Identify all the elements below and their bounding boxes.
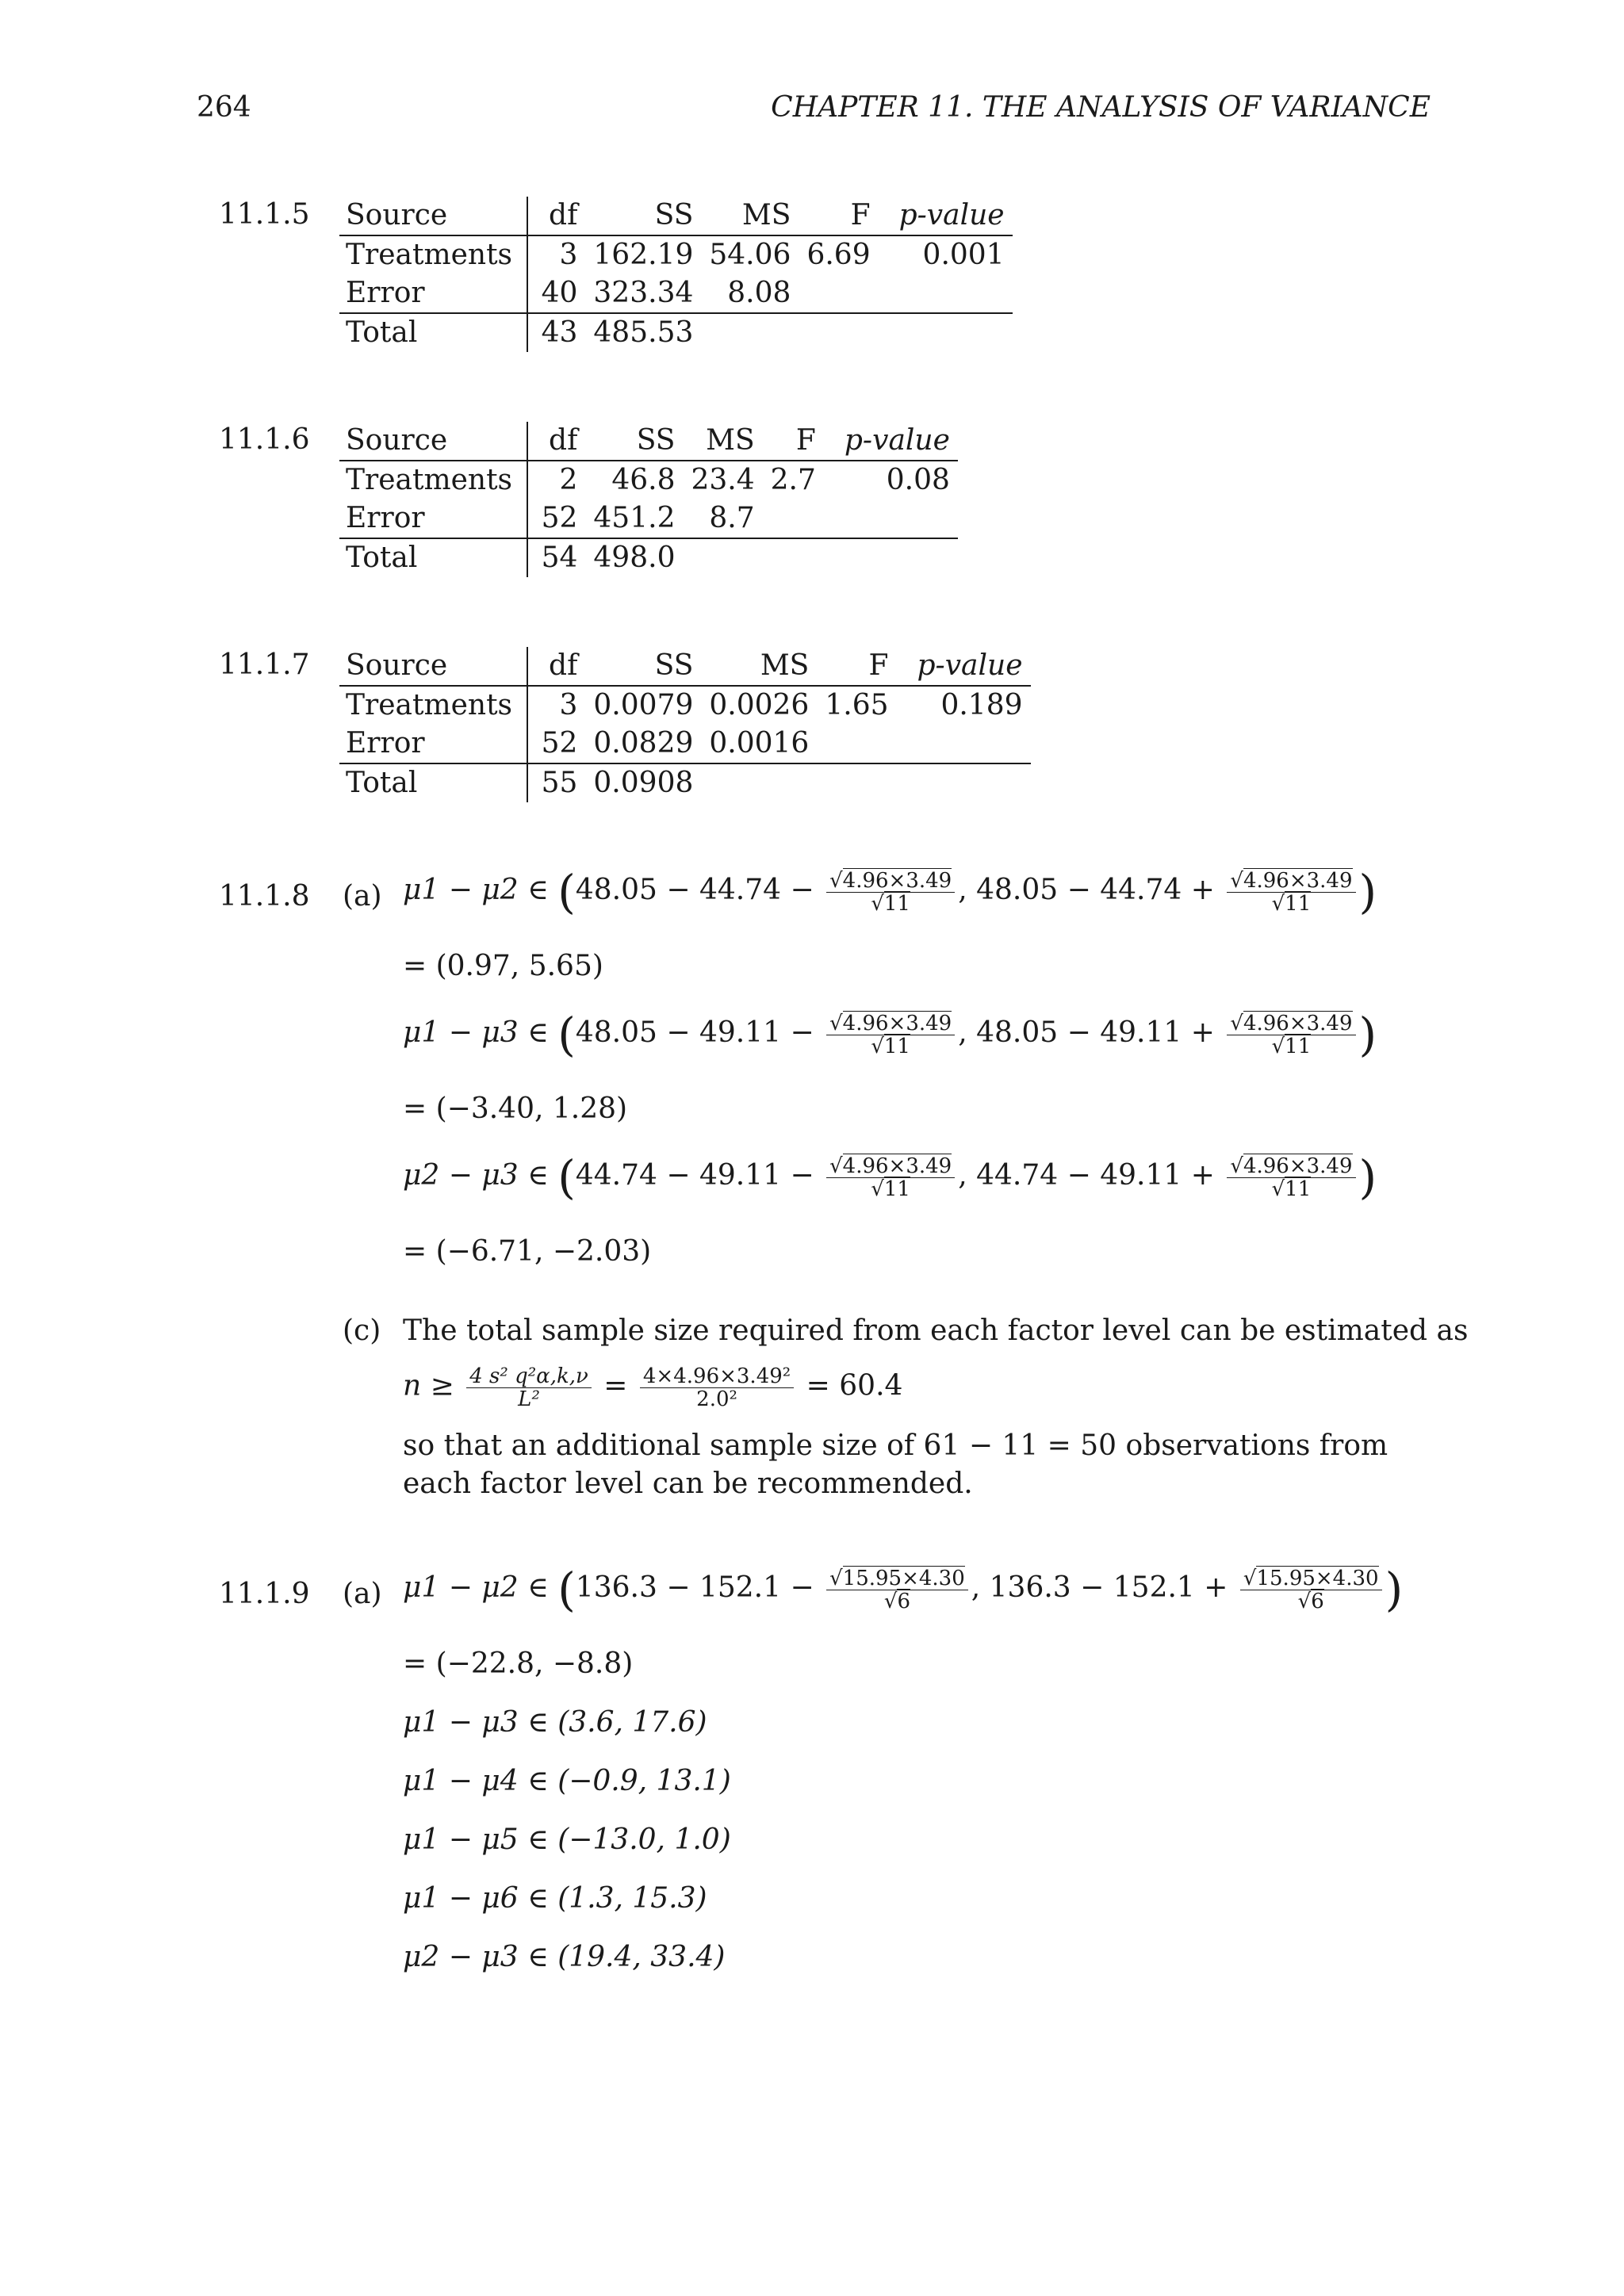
equals-sign: = xyxy=(603,1369,628,1402)
paren-close: ) xyxy=(1358,1008,1377,1062)
table-cell: 8.08 xyxy=(701,274,799,313)
frac-numerator: 4.96×3.49 xyxy=(1243,868,1353,893)
frac-denominator: 11 xyxy=(883,891,910,916)
frac-numerator: 15.95×4.30 xyxy=(842,1566,965,1590)
table-cell: 54.06 xyxy=(709,239,791,271)
interval-lhs: μ1 − μ2 ∈ xyxy=(403,1571,549,1604)
interval-mid: , 44.74 − 49.11 + xyxy=(958,1159,1215,1192)
table-cell xyxy=(824,499,958,538)
table-cell xyxy=(763,499,824,538)
anova-table xyxy=(339,647,1031,802)
part-label: (a) xyxy=(343,880,382,913)
table-cell xyxy=(763,538,824,577)
interval-line: μ1 − μ6 ∈ (1.3, 15.3) xyxy=(403,1882,707,1915)
interval-mid: , 48.05 − 49.11 + xyxy=(958,1016,1215,1049)
table-cell xyxy=(683,538,762,577)
sample-size-formula xyxy=(403,1365,902,1410)
problem-label: 11.1.6 xyxy=(219,423,310,456)
table-cell: Total xyxy=(339,763,527,802)
interval-result: = (0.97, 5.65) xyxy=(403,950,603,982)
paren-open: ( xyxy=(557,1150,576,1204)
interval-lhs: μ1 − μ3 ∈ xyxy=(403,1016,549,1049)
table-cell: 0.08 xyxy=(886,464,950,496)
part-label: (a) xyxy=(343,1578,382,1610)
table-cell: 43 xyxy=(541,316,578,349)
column-header: SS xyxy=(585,197,701,235)
problem-label: 11.1.9 xyxy=(219,1578,310,1610)
column-header: p-value xyxy=(897,647,1031,686)
table-cell: Total xyxy=(339,538,527,577)
anova-table xyxy=(339,422,958,577)
fraction: $\frac{√15.95\times 4.30}{√6}$ xyxy=(1240,1567,1382,1613)
interval-left: 136.3 − 152.1 − xyxy=(575,1571,814,1604)
table-cell: 1.65 xyxy=(825,689,889,721)
column-header: p-value xyxy=(824,422,958,461)
table-cell: 6.69 xyxy=(806,239,871,271)
table-cell: 0.0016 xyxy=(701,725,817,763)
problem-label: 11.1.8 xyxy=(219,880,310,913)
column-header: df xyxy=(527,422,585,461)
part-label: (c) xyxy=(343,1314,381,1347)
table-cell xyxy=(879,313,1013,352)
interval-left: 48.05 − 44.74 − xyxy=(575,874,814,906)
frac-denominator: 11 xyxy=(1285,1034,1312,1058)
table-cell: 162.19 xyxy=(593,239,694,271)
paren-close: ) xyxy=(1358,1150,1377,1204)
interval-line: μ2 − μ3 ∈ (19.4, 33.4) xyxy=(403,1941,726,1973)
column-header: MS xyxy=(701,197,799,235)
frac-denominator: L² xyxy=(518,1387,540,1411)
fraction: $\frac{√4.96\times 3.49}{√11}$ xyxy=(826,870,955,915)
column-header: p-value xyxy=(879,197,1013,235)
interval-mid: , 136.3 − 152.1 + xyxy=(971,1571,1228,1604)
interval-lhs: μ1 − μ2 ∈ xyxy=(403,874,549,906)
table-cell xyxy=(824,538,958,577)
table-cell: 2.7 xyxy=(770,464,816,496)
frac-numerator: 4.96×3.49 xyxy=(842,868,952,893)
column-header: df xyxy=(527,647,585,686)
column-header: F xyxy=(763,422,824,461)
table-cell: 46.8 xyxy=(611,464,676,496)
table-cell: 0.0908 xyxy=(593,767,694,799)
paren-open: ( xyxy=(557,865,576,919)
table-cell xyxy=(817,763,896,802)
interval-left: 44.74 − 49.11 − xyxy=(575,1159,814,1192)
frac-denominator: 11 xyxy=(1285,1177,1312,1201)
frac-numerator: 4.96×3.49 xyxy=(842,1154,952,1178)
problem-label: 11.1.7 xyxy=(219,649,310,681)
frac-denominator: 6 xyxy=(1311,1589,1324,1613)
table-cell xyxy=(817,725,896,763)
interval-line: μ1 − μ4 ∈ (−0.9, 13.1) xyxy=(403,1765,731,1797)
column-header: F xyxy=(799,197,878,235)
column-header: Source xyxy=(339,647,527,686)
interval-lhs: μ2 − μ3 ∈ xyxy=(403,1159,549,1192)
table-cell: 451.2 xyxy=(585,499,683,538)
table-cell: 3 xyxy=(559,689,578,721)
formula-lhs: n ≥ xyxy=(403,1369,454,1402)
table-cell: Error xyxy=(339,274,527,313)
frac-denominator: 11 xyxy=(883,1034,910,1058)
table-cell xyxy=(701,313,799,352)
frac-denominator: 6 xyxy=(897,1589,910,1613)
table-cell: 3 xyxy=(559,239,578,271)
table-cell: 40 xyxy=(527,274,585,313)
formula-result: = 60.4 xyxy=(806,1369,903,1402)
frac-numerator: 4 s² q²α,k,ν xyxy=(466,1365,592,1388)
table-cell: Treatments xyxy=(339,235,527,274)
running-head: CHAPTER 11. THE ANALYSIS OF VARIANCE xyxy=(771,91,1431,124)
frac-numerator: 4×4.96×3.49² xyxy=(640,1365,794,1388)
table-cell: Treatments xyxy=(339,686,527,725)
table-cell: 485.53 xyxy=(593,316,694,349)
table-cell: 52 xyxy=(527,725,585,763)
column-header: MS xyxy=(683,422,762,461)
table-cell: 8.7 xyxy=(683,499,762,538)
confidence-interval xyxy=(403,1008,1377,1062)
fraction: $\frac{√4.96\times 3.49}{√11}$ xyxy=(1227,870,1355,915)
table-cell xyxy=(879,274,1013,313)
paren-close: ) xyxy=(1385,1563,1404,1617)
table-cell: 23.4 xyxy=(691,464,755,496)
table-cell xyxy=(897,763,1031,802)
table-cell: 0.0079 xyxy=(593,689,694,721)
interval-line: μ1 − μ3 ∈ (3.6, 17.6) xyxy=(403,1706,707,1739)
interval-mid: , 48.05 − 44.74 + xyxy=(958,874,1215,906)
column-header: MS xyxy=(701,647,817,686)
column-header: df xyxy=(527,197,585,235)
frac-numerator: 15.95×4.30 xyxy=(1256,1566,1379,1590)
fraction: $\frac{√4.96\times 3.49}{√11}$ xyxy=(1227,1012,1355,1058)
page-number: 264 xyxy=(197,91,251,124)
table-cell: 0.0829 xyxy=(585,725,701,763)
table-cell: Total xyxy=(339,313,527,352)
table-cell: 2 xyxy=(559,464,578,496)
frac-numerator: 4.96×3.49 xyxy=(842,1011,952,1035)
column-header: Source xyxy=(339,422,527,461)
confidence-interval xyxy=(403,1150,1377,1204)
frac-denominator: 2.0² xyxy=(696,1387,737,1411)
paren-open: ( xyxy=(557,1008,576,1062)
frac-denominator: 11 xyxy=(1285,891,1312,916)
interval-result: = (−3.40, 1.28) xyxy=(403,1093,628,1125)
problem-label: 11.1.5 xyxy=(219,198,310,231)
table-cell xyxy=(701,763,817,802)
confidence-interval xyxy=(403,865,1377,919)
fraction xyxy=(640,1365,794,1410)
table-cell: 0.001 xyxy=(922,239,1005,271)
table-cell: 0.189 xyxy=(940,689,1023,721)
interval-line: μ1 − μ5 ∈ (−13.0, 1.0) xyxy=(403,1823,731,1856)
paren-open: ( xyxy=(557,1563,576,1617)
table-cell: 323.34 xyxy=(585,274,701,313)
frac-numerator: 4.96×3.49 xyxy=(1243,1011,1353,1035)
frac-numerator: 4.96×3.49 xyxy=(1243,1154,1353,1178)
table-cell: 55 xyxy=(541,767,578,799)
table-cell: Treatments xyxy=(339,461,527,499)
interval-result: = (−6.71, −2.03) xyxy=(403,1235,652,1268)
table-cell: Error xyxy=(339,725,527,763)
fraction xyxy=(466,1365,592,1410)
part-c-conclusion: so that an additional sample size of 61 − 11 = 50 observations from each factor level can be recommended. xyxy=(403,1429,1388,1500)
table-cell: 0.0026 xyxy=(709,689,810,721)
table-cell: 54 xyxy=(541,541,578,574)
interval-left: 48.05 − 49.11 − xyxy=(575,1016,814,1049)
anova-table xyxy=(339,197,1013,352)
interval-result: = (−22.8, −8.8) xyxy=(403,1647,634,1680)
column-header: SS xyxy=(585,647,701,686)
table-cell xyxy=(799,313,878,352)
paren-close: ) xyxy=(1358,865,1377,919)
column-header: F xyxy=(817,647,896,686)
fraction: $\frac{√15.95\times 4.30}{√6}$ xyxy=(826,1567,968,1613)
fraction: $\frac{√4.96\times 3.49}{√11}$ xyxy=(826,1155,955,1200)
column-header: Source xyxy=(339,197,527,235)
table-cell: Error xyxy=(339,499,527,538)
column-header: SS xyxy=(585,422,683,461)
table-cell xyxy=(897,725,1031,763)
confidence-interval xyxy=(403,1563,1404,1617)
frac-denominator: 11 xyxy=(883,1177,910,1201)
fraction: $\frac{√4.96\times 3.49}{√11}$ xyxy=(826,1012,955,1058)
table-cell: 52 xyxy=(527,499,585,538)
part-c-text: The total sample size required from each factor level can be estimated as xyxy=(403,1314,1469,1347)
fraction: $\frac{√4.96\times 3.49}{√11}$ xyxy=(1227,1155,1355,1200)
table-cell: 498.0 xyxy=(593,541,676,574)
table-cell xyxy=(799,274,878,313)
